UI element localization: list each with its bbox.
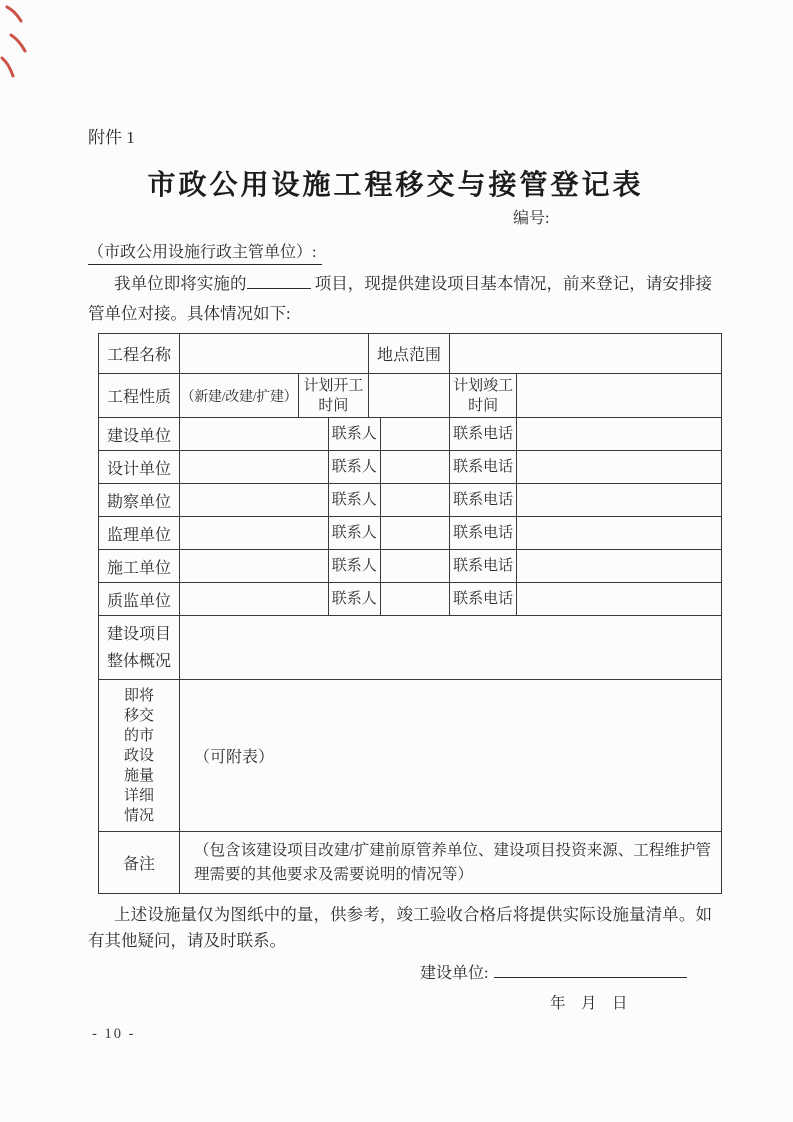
cell-phone-value [517,451,722,484]
cell-project-name-value [180,334,369,374]
cell-unit-label: 质监单位 [99,583,180,616]
cell-unit-value [180,583,329,616]
cell-phone-value [517,484,722,517]
cell-unit-value [180,550,329,583]
cell-phone-value [517,583,722,616]
table-row-construction-unit [99,418,722,451]
cell-contact-label: 联系人 [329,451,381,484]
cell-unit-label: 施工单位 [99,550,180,583]
cell-facilities-label: 即将 移交 的市 政设 施量 详细 情况 [99,680,180,832]
table-row-remark [99,832,722,894]
cell-contact-value [381,418,451,451]
cell-phone-value [517,418,722,451]
cell-contact-value [381,583,451,616]
cell-phone-value [517,517,722,550]
cell-unit-label: 勘察单位 [99,484,180,517]
attachment-label: 附件 1 [88,128,135,147]
cell-contact-label: 联系人 [329,550,381,583]
cell-overview-label: 建设项目 整体概况 [99,616,180,680]
cell-contact-value [381,517,451,550]
cell-unit-label: 设计单位 [99,451,180,484]
intro-text-before: 我单位即将实施的 [114,274,247,293]
table-row-quality-unit [99,583,722,616]
table-row-builder-unit [99,550,722,583]
table-row [99,374,722,418]
intro-paragraph [88,269,712,329]
addressee-heading: （市政公用设施行政主管单位）: [88,242,713,265]
table-row-project-overview [99,616,722,680]
cell-finish-date-value [517,374,722,418]
cell-unit-label: 建设单位 [99,418,180,451]
cell-nature-value: （新建/改建/扩建） [180,374,299,418]
date-line: 年 月 日 [550,995,628,1012]
signature-label: 建设单位: [420,965,489,982]
cell-project-name-label: 工程名称 [99,334,180,374]
table-row-facilities-detail [99,680,722,832]
cell-contact-label: 联系人 [329,418,381,451]
cell-unit-value [180,451,329,484]
cell-location-value [450,334,722,374]
cell-contact-label: 联系人 [329,583,381,616]
cell-contact-value [381,550,451,583]
project-name-blank [247,274,311,289]
cell-start-date-label: 计划开工时间 [299,374,369,418]
table-row-supervision-unit [99,517,722,550]
cell-phone-label: 联系电话 [450,484,517,517]
cell-phone-label: 联系电话 [450,517,517,550]
cell-start-date-value [369,374,451,418]
cell-phone-value [517,550,722,583]
registration-form-table [98,333,722,894]
cell-contact-value [381,484,451,517]
cell-phone-label: 联系电话 [450,451,517,484]
cell-facilities-value: （可附表） [180,680,722,832]
cell-unit-label: 监理单位 [99,517,180,550]
cell-unit-value [180,517,329,550]
page-number: - 10 - [92,1026,136,1042]
cell-nature-label: 工程性质 [99,374,180,418]
red-pen-marks [0,2,32,84]
cell-phone-label: 联系电话 [450,583,517,616]
table-row [99,334,722,374]
cell-location-label: 地点范围 [369,334,451,374]
document-title: 市政公用设施工程移交与接管登记表 [147,169,644,200]
serial-number-label: 编号: [513,210,550,227]
cell-contact-value [381,451,451,484]
cell-phone-label: 联系电话 [450,418,517,451]
table-row-survey-unit [99,484,722,517]
intro-text-after: 项目，现提供建设项目基本情况，前来登记，请安排接管单位对接。具体情况如下: [88,274,713,323]
table-row-design-unit [99,451,722,484]
cell-overview-value [180,616,722,680]
cell-unit-value [180,484,329,517]
cell-contact-label: 联系人 [329,517,381,550]
cell-remark-value: （包含该建设项目改建/扩建前原管养单位、建设项目投资来源、工程维护管理需要的其他要求及需要说明的情况等） [180,832,722,894]
cell-unit-value [180,418,329,451]
closing-note: 上述设施量仅为图纸中的量，供参考，竣工验收合格后将提供实际设施量清单。如有其他疑问，请及时联系。 [88,905,712,950]
cell-remark-label: 备注 [99,832,180,894]
cell-finish-date-label: 计划竣工时间 [450,374,517,418]
cell-phone-label: 联系电话 [450,550,517,583]
signature-blank [494,962,687,978]
cell-contact-label: 联系人 [329,484,381,517]
signature-line [88,962,713,985]
